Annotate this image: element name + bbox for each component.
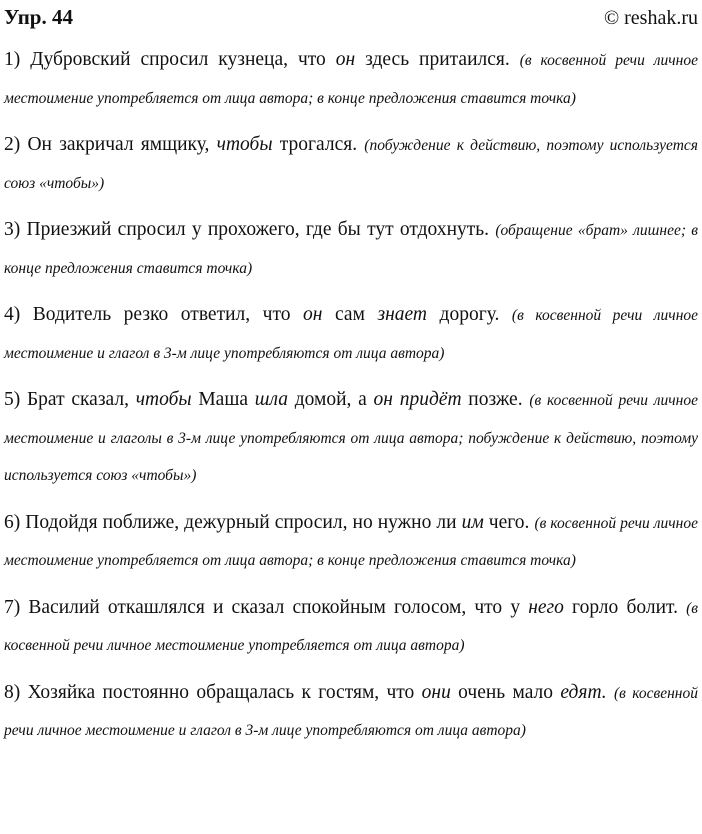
answer-text: чего.: [483, 511, 535, 533]
answer-item: [4, 127, 698, 202]
answer-list: [0, 42, 702, 750]
answer-text: трогался.: [272, 134, 365, 155]
highlighted-word: едят.: [560, 681, 607, 703]
answer-explanation: (в косвенной речи личное местоимение употребляется от лица автора; в конце предложения ставится точка): [4, 52, 698, 107]
answer-text: 6) Подойдя поближе, дежурный спросил, но нужно ли: [4, 511, 462, 533]
answer-explanation: (в косвенной речи личное местоимение употребляется от лица автора; в конце предложения ставится точка): [4, 514, 698, 569]
answer-text: очень мало: [450, 681, 561, 703]
highlighted-word: он придёт: [373, 389, 462, 410]
answer-text: позже.: [461, 389, 530, 410]
answer-text: 4) Водитель резко ответил, что: [4, 304, 304, 325]
highlighted-word: им: [461, 511, 484, 533]
answer-text: 2) Он закричал ямщику,: [4, 134, 217, 155]
answer-text: Маша: [191, 389, 255, 410]
highlighted-word: они: [421, 681, 451, 703]
page-header: [0, 0, 702, 40]
answer-text: 7) Василий откашлялся и сказал спокойным голосом, что у: [4, 596, 529, 618]
answer-text: здесь притаился.: [355, 49, 520, 70]
answer-item: [4, 212, 698, 287]
answer-explanation: (побуждение к действию, поэтому используется союз «чтобы»): [4, 137, 698, 192]
answer-text: 8) Хозяйка постоянно обращалась к гостям, что: [4, 681, 422, 703]
highlighted-word: чтобы: [216, 134, 273, 155]
answer-text: 5) Брат сказал,: [4, 389, 136, 410]
answer-text: домой, а: [287, 389, 374, 410]
answer-item: [4, 297, 698, 372]
answer-text: 3) Приезжий спросил у прохожего, где бы тут отдохнуть.: [4, 219, 496, 240]
answer-text: сам: [322, 304, 378, 325]
answer-explanation: (в косвенной речи личное местоимение употребляется от лица автора): [4, 599, 698, 654]
answer-explanation: (обращение «брат» лишнее; в конце предложения ставится точка): [4, 222, 698, 277]
highlighted-word: него: [528, 596, 564, 618]
answer-item: [4, 42, 698, 117]
highlighted-word: он: [335, 49, 356, 70]
answer-text: горло болит.: [563, 596, 687, 618]
answer-item: [4, 590, 698, 665]
answer-text: 1) Дубровский спросил кузнеца, что: [4, 49, 336, 70]
answer-text: дорогу.: [426, 304, 512, 325]
answer-item: [4, 675, 698, 750]
answer-explanation: (в косвенной речи личное местоимение и глагол в 3-м лице употребляются от лица автора): [4, 684, 698, 739]
copyright-label: © reshak.ru: [603, 7, 698, 29]
answer-item: [4, 382, 698, 495]
answer-explanation: (в косвенной речи личное местоимение и глаголы в 3-м лице употребляются от лица автора; побуждение к действию, поэтому используется союз «чтобы»): [4, 392, 698, 484]
answer-item: [4, 505, 698, 580]
answer-explanation: (в косвенной речи личное местоимение и глагол в 3-м лице употребляются от лица автора): [4, 307, 699, 362]
highlighted-word: он: [303, 304, 323, 325]
exercise-title: Упр. 44: [4, 5, 73, 29]
highlighted-word: знает: [377, 304, 427, 325]
answer-text: [607, 682, 614, 703]
highlighted-word: чтобы: [135, 389, 192, 410]
highlighted-word: шла: [254, 389, 288, 410]
